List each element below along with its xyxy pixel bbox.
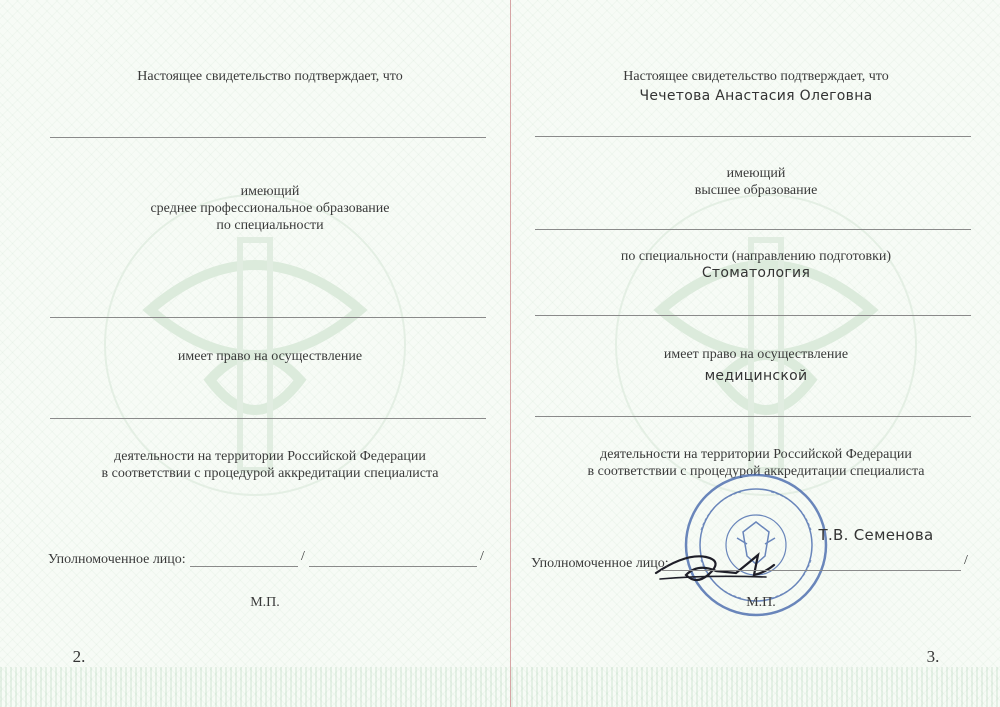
right-education-line	[535, 229, 971, 230]
right-having: имеющий	[726, 166, 786, 181]
right-seal-place: М.П.	[746, 595, 776, 610]
right-authorized-person: Уполномоченное лицо:	[531, 556, 669, 571]
left-signature-line	[190, 566, 298, 567]
left-slash-2: /	[480, 549, 484, 564]
specialty-value: Стоматология	[701, 265, 811, 281]
left-intro: Настоящее свидетельство подтверждает, что	[137, 69, 403, 84]
right-page-number: 3.	[911, 638, 955, 676]
right-activity-line1: деятельности на территории Российской Федерации	[600, 447, 912, 462]
left-right-to: имеет право на осуществление	[177, 349, 363, 364]
left-education: среднее профессиональное образование	[150, 201, 390, 216]
left-name-line	[50, 137, 486, 138]
left-specialty-line	[50, 317, 486, 318]
right-education: высшее образование	[694, 183, 818, 198]
left-page-number: 2.	[57, 638, 101, 676]
right-signature-line	[661, 570, 961, 571]
right-slash: /	[964, 553, 968, 568]
left-activity-line2: в соответствии с процедурой аккредитации специалиста	[101, 466, 439, 481]
right-right-to: имеет право на осуществление	[663, 347, 849, 362]
left-activity-line	[50, 418, 486, 419]
right-intro: Настоящее свидетельство подтверждает, что	[623, 69, 889, 84]
signer-name: Т.В. Семенова	[818, 526, 934, 544]
right-page	[511, 0, 1000, 707]
holder-full-name: Чечетова Анастасия Олеговна	[639, 88, 873, 104]
right-specialty-line	[535, 315, 971, 316]
left-seal-place: М.П.	[250, 595, 280, 610]
left-authorized-person: Уполномоченное лицо:	[48, 552, 186, 567]
right-specialty-label: по специальности (направлению подготовки)	[620, 249, 892, 264]
left-activity-line1: деятельности на территории Российской Федерации	[114, 449, 426, 464]
left-specialty-label: по специальности	[216, 218, 324, 233]
right-activity-line	[535, 416, 971, 417]
right-name-line	[535, 136, 971, 137]
left-slash-1: /	[301, 549, 305, 564]
left-having: имеющий	[240, 184, 300, 199]
activity-type: медицинской	[704, 368, 808, 384]
left-name-sign-line	[309, 566, 477, 567]
right-activity-line2: в соответствии с процедурой аккредитации специалиста	[587, 464, 925, 479]
